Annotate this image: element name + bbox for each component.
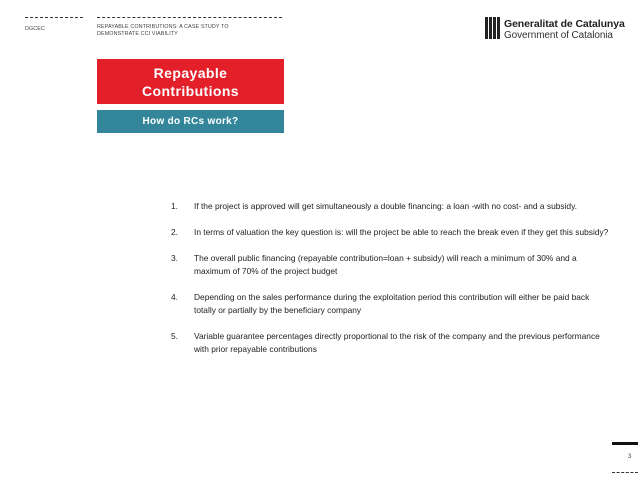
logo-name: Generalitat de Catalunya: [504, 18, 625, 30]
list-item-number: 4.: [171, 292, 178, 302]
header-divider-left: [25, 17, 83, 18]
header-divider-right: [97, 17, 282, 18]
title-line1: Repayable: [153, 64, 228, 81]
list-item: [171, 291, 611, 317]
footer-divider: [612, 472, 638, 473]
document-title: [97, 24, 229, 38]
explanation-list: [171, 200, 611, 369]
catalonia-flag-icon: [485, 17, 500, 39]
list-item: [171, 330, 611, 356]
page-number: 3: [628, 454, 632, 460]
list-item: [171, 226, 611, 239]
list-item-number: 2.: [171, 227, 178, 237]
subtitle-box: How do RCs work?: [97, 110, 284, 133]
list-item-number: 3.: [171, 253, 178, 263]
list-item-text: The overall public financing (repayable contribution=loan + subsidy) will reach a minimum of 30% and a maximum of 70% of the project budget: [194, 253, 577, 276]
list-item-text: If the project is approved will get simultaneously a double financing: a loan -with no cost- and a subsidy.: [194, 201, 577, 211]
document-title-line1: REPAYABLE CONTRIBUTIONS: A CASE STUDY TO: [97, 24, 229, 30]
list-item-number: 5.: [171, 331, 178, 341]
document-title-line2: DEMONSTRATE CCI VIABILITY: [97, 31, 178, 37]
org-label: DGCEC: [25, 26, 45, 32]
list-item-text: Depending on the sales performance during the exploitation period this contribution will either be paid back totally or partially by the beneficiary company: [194, 292, 590, 315]
title-box: [97, 59, 284, 104]
list-item-text: Variable guarantee percentages directly proportional to the risk of the company and the previous performance with prior repayable contributions: [194, 331, 600, 354]
list-item: [171, 252, 611, 278]
list-item-number: 1.: [171, 201, 178, 211]
list-item: [171, 200, 611, 213]
logo-name-english: Government of Catalonia: [504, 30, 613, 41]
title-line2: Contributions: [142, 82, 239, 99]
generalitat-logo: [485, 15, 625, 41]
list-item-text: In terms of valuation the key question is: will the project be able to reach the break even if they get this subsidy?: [194, 227, 609, 237]
footer-accent-bar: [612, 442, 638, 445]
